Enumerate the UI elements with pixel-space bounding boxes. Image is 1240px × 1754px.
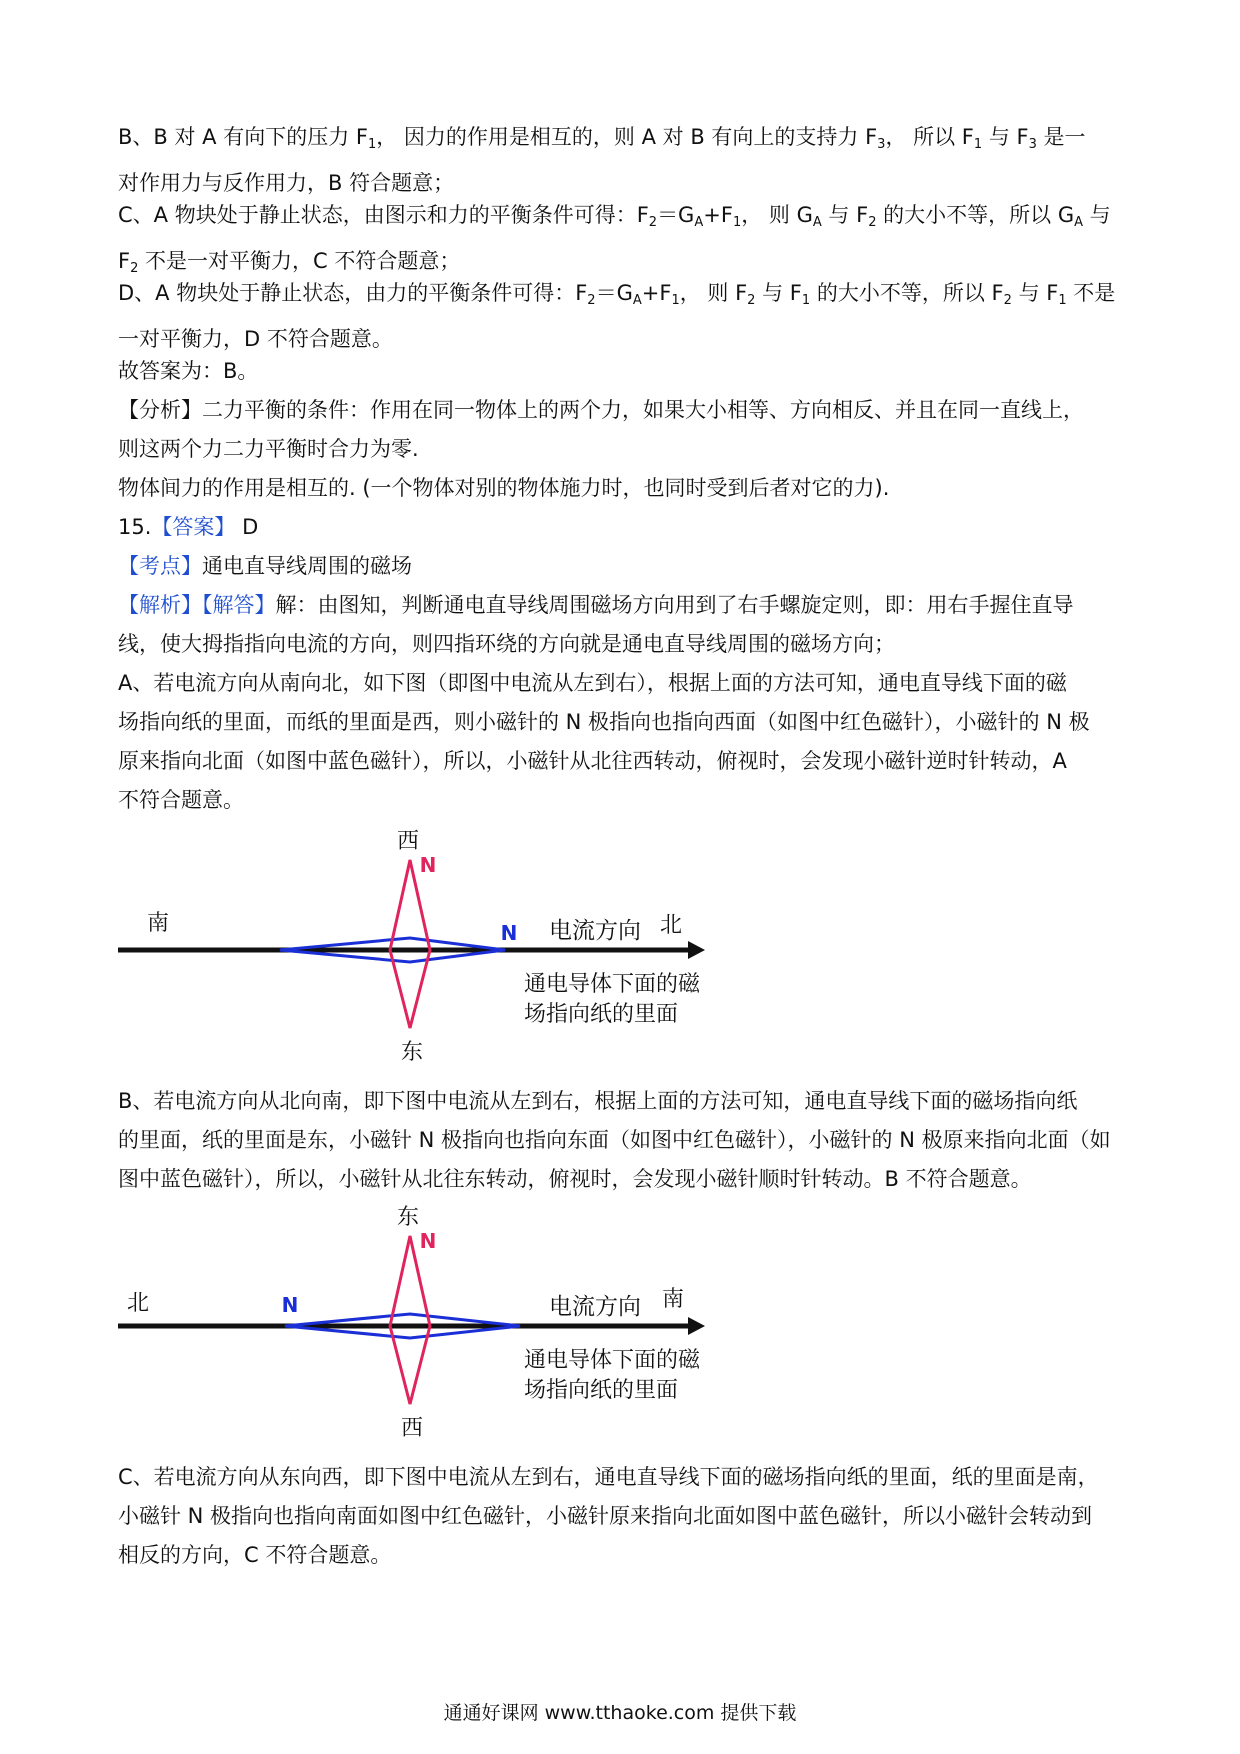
left-direction-label: 北 bbox=[126, 1291, 150, 1316]
right-direction-label: 北 bbox=[659, 913, 683, 938]
top-direction-label: 西 bbox=[396, 829, 420, 854]
figure-1 bbox=[0, 828, 1240, 1072]
figure-2 bbox=[0, 1204, 1240, 1448]
option-c-q15: C、若电流方向从东向西，即下图中电流从左到右，通电直导线下面的磁场指向纸的里面，纸的里面是南， 小磁针 N 极指向也指向南面如图中红色磁针，小磁针原来指向北面如图中蓝色磁针，所以小磁针会转动到 相反的方向，C 不符合题意。 bbox=[118, 1465, 1099, 1567]
kaodian-tag: 【考点】 bbox=[118, 554, 202, 578]
analysis-14: 【分析】二力平衡的条件：作用在同一物体上的两个力，如果大小相等、方向相反、并且在同一直线上， 则这两个力二力平衡时合力为零. 物体间力的作用是相互的. (一个物体对别的物体施力时，也同时受到后者对它的力). bbox=[118, 398, 1084, 500]
option-c-prev: C、A 物块处于静止状态，由图示和力的平衡条件可得：$F_2=G_A+F_1$， 则 $G_A$ 与 $F_2$ 的大小不等，所以 $G_A$ 与 $F_2$ 不是一对平衡力，C 不符合题意； bbox=[118, 203, 1111, 276]
current-direction-label: 电流方向 bbox=[549, 1294, 641, 1320]
red-needle bbox=[390, 860, 430, 1028]
field-note-line-2: 场指向纸的里面 bbox=[524, 1002, 679, 1027]
option-b-q15: B、若电流方向从北向南，即下图中电流从左到右，根据上面的方法可知，通电直导线下面的磁场指向纸 的里面，纸的里面是东，小磁针 N 极指向也指向东面（如图中红色磁针），小磁针的 N 极原来指向北面（如 图中蓝色磁针），所以，小磁针从北往东转动，俯视时，会发现小磁针顺时针转动。B 不符合题意。 bbox=[118, 1089, 1111, 1191]
compass-diagram-1 bbox=[0, 828, 1240, 1068]
current-direction-label: 电流方向 bbox=[549, 918, 641, 944]
current-arrow-head bbox=[688, 941, 705, 959]
blue-n-label: N bbox=[500, 921, 518, 945]
field-note-line-2: 场指向纸的里面 bbox=[524, 1378, 679, 1403]
compass-diagram-2 bbox=[0, 1204, 1240, 1444]
current-arrow-head bbox=[688, 1317, 705, 1335]
red-needle bbox=[390, 1236, 430, 1404]
jiexi-tag: 【解析】【解答】 bbox=[118, 593, 276, 617]
answer-tag: 【答案】 bbox=[151, 515, 236, 539]
bottom-direction-label: 东 bbox=[400, 1040, 424, 1065]
bottom-direction-label: 西 bbox=[400, 1416, 424, 1441]
red-n-label: N bbox=[419, 853, 437, 877]
left-direction-label: 南 bbox=[146, 911, 170, 936]
top-direction-label: 东 bbox=[396, 1205, 420, 1230]
option-d-prev: D、A 物块处于静止状态，由力的平衡条件可得：$F_2=G_A+F_1$， 则 $F_2$ 与 $F_1$ 的大小不等，所以 $F_2$ 与 $F_1$ 不是 一对平衡力，D 不符合题意。 bbox=[118, 281, 1116, 351]
q15-header: 15.【答案】 D 【考点】通电直导线周围的磁场 【解析】【解答】解：由图知，判断通电直导线周围磁场方向用到了右手螺旋定则，即：用右手握住直导 线，使大拇指指向电流的方向，则四指环绕的方向就是通电直导线周围的磁场方向； A、若电流方向从南向北，如下图（即图中电流从左到右），根据上面的方法可知，通电直导线下面的磁 场指向纸的里面，而纸的里面是西，则小磁针的 N 极指向也指向西面（如图中红色磁针），小磁针的 N 极 原来指向北面（如图中蓝色磁针），所以，小磁针从北往西转动，俯视时，会发现小磁针逆时针转动，A 不符合题意。 bbox=[118, 515, 1090, 812]
field-note-line-1: 通电导体下面的磁 bbox=[524, 1348, 701, 1373]
analysis-tag: 【分析】 bbox=[118, 398, 202, 422]
blue-n-label: N bbox=[281, 1293, 299, 1317]
right-direction-label: 南 bbox=[661, 1287, 685, 1312]
field-note-line-1: 通电导体下面的磁 bbox=[524, 972, 701, 997]
red-n-label: N bbox=[419, 1229, 437, 1253]
page-footer: 通通好课网 www.tthaoke.com 提供下载 bbox=[443, 1702, 797, 1724]
answer-14: 故答案为：B。 bbox=[118, 359, 259, 383]
option-b-prev: B、B 对 A 有向下的压力 $F_1$， 因力的作用是相互的，则 A 对 B 有向上的支持力 $F_3$， 所以 $F_1$ 与 $F_3$ 是一 对作用力与反作用力，B 符合题意； bbox=[118, 125, 1086, 195]
